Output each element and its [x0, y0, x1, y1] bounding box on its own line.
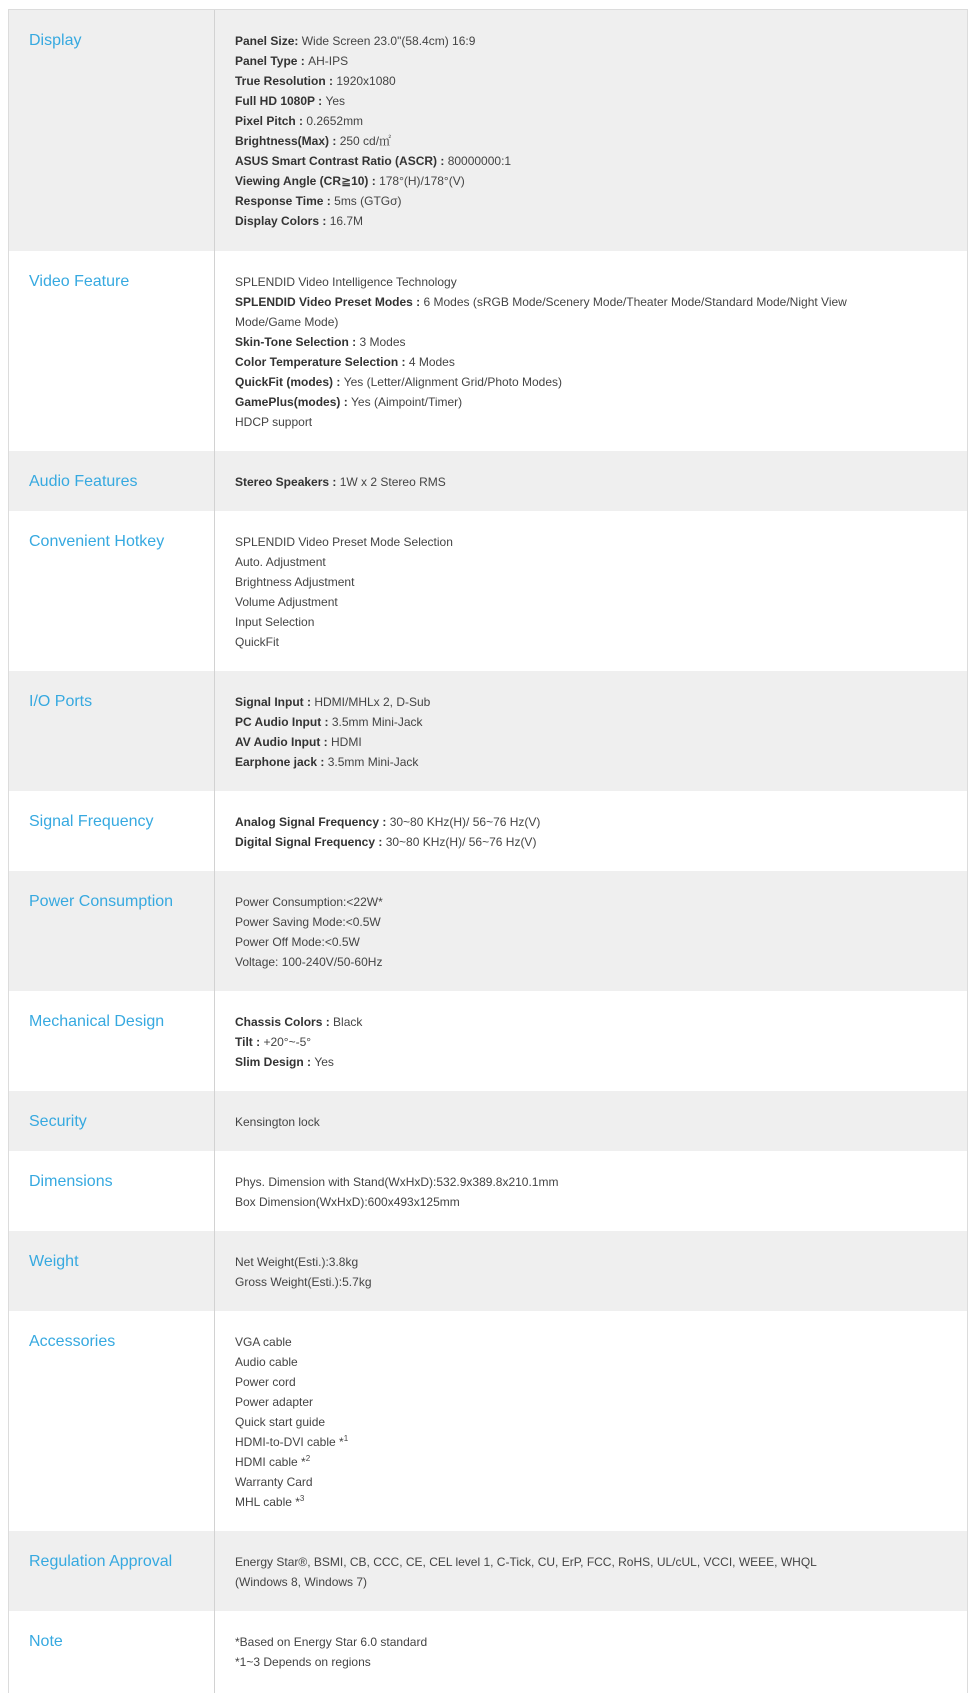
spec-row-mechanical-design — [9, 991, 967, 1091]
spec-value: Black — [333, 1015, 363, 1029]
spec-line — [235, 352, 857, 372]
spec-category-weight: Weight — [29, 1253, 79, 1270]
spec-value: 80000000:1 — [447, 154, 512, 168]
spec-line — [235, 1332, 857, 1352]
spec-value: Box Dimension(WxHxD):600x493x125mm — [235, 1195, 460, 1209]
spec-row-display — [9, 10, 967, 251]
spec-line — [235, 572, 857, 592]
spec-line — [235, 1112, 857, 1132]
spec-line — [235, 472, 857, 492]
spec-value: HDMI cable * — [235, 1455, 306, 1469]
spec-value: Energy Star®, BSMI, CB, CCC, CE, CEL level 1, C-Tick, CU, ErP, FCC, RoHS, UL/cUL, VCCI, WEEE, WHQL (Windows 8, Windows 7) — [235, 1555, 817, 1589]
spec-label: Slim Design : — [235, 1055, 315, 1069]
footnote-marker: 2 — [305, 1454, 311, 1463]
spec-values-io-ports — [235, 692, 857, 772]
spec-value: 4 Modes — [408, 355, 455, 369]
spec-label: Brightness(Max) : — [235, 134, 340, 148]
spec-value: VGA cable — [235, 1335, 292, 1349]
spec-line — [235, 372, 857, 392]
spec-label: GamePlus(modes) : — [235, 395, 352, 409]
spec-line — [235, 51, 857, 71]
spec-line — [235, 412, 857, 432]
spec-line — [235, 1452, 857, 1472]
spec-label: Panel Type : — [235, 54, 309, 68]
column-divider — [214, 511, 215, 671]
spec-line — [235, 932, 857, 952]
spec-row-accessories — [9, 1311, 967, 1531]
spec-value: Wide Screen 23.0"(58.4cm) 16:9 — [301, 34, 476, 48]
spec-line — [235, 712, 857, 732]
spec-line — [235, 1272, 857, 1292]
spec-line — [235, 1632, 857, 1652]
spec-value: Yes (Letter/Alignment Grid/Photo Modes) — [343, 375, 563, 389]
spec-line — [235, 1352, 857, 1372]
spec-line — [235, 111, 857, 131]
spec-label: Viewing Angle (CR≧10) : — [235, 174, 380, 188]
spec-row-power-consumption — [9, 871, 967, 991]
spec-value: Power Off Mode:<0.5W — [235, 935, 360, 949]
spec-line — [235, 31, 857, 51]
spec-label: ASUS Smart Contrast Ratio (ASCR) : — [235, 154, 448, 168]
spec-label: PC Audio Input : — [235, 715, 332, 729]
spec-line — [235, 1372, 857, 1392]
spec-values-mechanical-design — [235, 1012, 857, 1072]
spec-line — [235, 131, 857, 151]
spec-label: Stereo Speakers : — [235, 475, 340, 489]
spec-value: 250 cd/㎡ — [339, 134, 392, 148]
spec-values-convenient-hotkey — [235, 532, 857, 652]
spec-category-audio-features: Audio Features — [29, 473, 138, 490]
spec-line — [235, 752, 857, 772]
spec-category-io-ports: I/O Ports — [29, 693, 93, 710]
spec-row-dimensions — [9, 1151, 967, 1231]
spec-label: Earphone jack : — [235, 755, 328, 769]
spec-category-video-feature: Video Feature — [29, 273, 130, 290]
spec-line — [235, 211, 857, 231]
spec-value: Voltage: 100-240V/50-60Hz — [235, 955, 383, 969]
spec-line — [235, 892, 857, 912]
spec-category-dimensions: Dimensions — [29, 1173, 113, 1190]
spec-line — [235, 1252, 857, 1272]
spec-line — [235, 1032, 857, 1052]
spec-line — [235, 1052, 857, 1072]
spec-row-weight — [9, 1231, 967, 1311]
spec-line — [235, 1012, 857, 1032]
spec-value: SPLENDID Video Intelligence Technology — [235, 275, 457, 289]
spec-value: 178°(H)/178°(V) — [379, 174, 465, 188]
spec-value: Gross Weight(Esti.):5.7kg — [235, 1275, 372, 1289]
spec-line — [235, 732, 857, 752]
spec-category-mechanical-design: Mechanical Design — [29, 1013, 165, 1030]
spec-label: Response Time : — [235, 194, 335, 208]
spec-values-signal-frequency — [235, 812, 857, 852]
spec-line — [235, 392, 857, 412]
spec-value: Net Weight(Esti.):3.8kg — [235, 1255, 359, 1269]
spec-values-dimensions — [235, 1172, 857, 1212]
spec-line — [235, 332, 857, 352]
spec-line — [235, 692, 857, 712]
column-divider — [214, 1091, 215, 1151]
spec-category-security: Security — [29, 1113, 87, 1130]
spec-row-audio-features — [9, 451, 967, 511]
spec-values-display — [235, 31, 857, 231]
spec-label: Display Colors : — [235, 214, 330, 228]
spec-line — [235, 1432, 857, 1452]
spec-value: Quick start guide — [235, 1415, 326, 1429]
spec-value: 16.7M — [329, 214, 364, 228]
spec-line — [235, 151, 857, 171]
spec-value: 30~80 KHz(H)/ 56~76 Hz(V) — [389, 815, 541, 829]
spec-value: HDMI-to-DVI cable * — [235, 1435, 344, 1449]
column-divider — [214, 1611, 215, 1693]
spec-row-note — [9, 1611, 967, 1693]
spec-values-regulation-approval — [235, 1552, 857, 1592]
spec-value: Auto. Adjustment — [235, 555, 326, 569]
spec-line — [235, 292, 857, 332]
spec-line — [235, 1192, 857, 1212]
spec-value: Power Consumption:<22W* — [235, 895, 383, 909]
spec-values-note — [235, 1632, 857, 1672]
spec-value: Warranty Card — [235, 1475, 313, 1489]
spec-line — [235, 912, 857, 932]
spec-value: AH-IPS — [308, 54, 349, 68]
spec-value: 1920x1080 — [336, 74, 396, 88]
spec-category-convenient-hotkey: Convenient Hotkey — [29, 533, 165, 550]
spec-line — [235, 272, 857, 292]
spec-value: +20°~-5° — [263, 1035, 312, 1049]
spec-value: Power Saving Mode:<0.5W — [235, 915, 381, 929]
spec-value: Yes — [314, 1055, 334, 1069]
spec-label: Signal Input : — [235, 695, 315, 709]
spec-value: QuickFit — [235, 635, 280, 649]
spec-category-accessories: Accessories — [29, 1333, 116, 1350]
spec-value: Power cord — [235, 1375, 296, 1389]
spec-value: 5ms (GTGσ) — [334, 194, 402, 208]
spec-line — [235, 171, 857, 191]
spec-line — [235, 552, 857, 572]
spec-label: Full HD 1080P : — [235, 94, 326, 108]
spec-category-regulation-approval: Regulation Approval — [29, 1553, 173, 1570]
footnote-marker: 1 — [343, 1434, 349, 1443]
spec-values-audio-features — [235, 472, 857, 492]
spec-line — [235, 812, 857, 832]
column-divider — [214, 791, 215, 871]
spec-line — [235, 832, 857, 852]
column-divider — [214, 671, 215, 791]
column-divider — [214, 251, 215, 451]
column-divider — [214, 451, 215, 511]
spec-value: HDMI/MHLx 2, D-Sub — [314, 695, 431, 709]
spec-values-accessories — [235, 1332, 857, 1512]
spec-line — [235, 612, 857, 632]
spec-category-note: Note — [29, 1633, 63, 1650]
spec-value: SPLENDID Video Preset Mode Selection — [235, 535, 453, 549]
spec-label: Digital Signal Frequency : — [235, 835, 386, 849]
spec-line — [235, 1552, 857, 1592]
footnote-marker: 3 — [299, 1494, 305, 1503]
spec-value: Kensington lock — [235, 1115, 320, 1129]
spec-label: SPLENDID Video Preset Modes : — [235, 295, 424, 309]
spec-value: Yes (Aimpoint/Timer) — [351, 395, 463, 409]
spec-line — [235, 1492, 857, 1512]
spec-line — [235, 1472, 857, 1492]
spec-line — [235, 1172, 857, 1192]
spec-value: Power adapter — [235, 1395, 314, 1409]
spec-value: MHL cable * — [235, 1495, 300, 1509]
spec-table — [8, 9, 968, 1693]
spec-values-security — [235, 1112, 857, 1132]
spec-value: Brightness Adjustment — [235, 575, 355, 589]
column-divider — [214, 1231, 215, 1311]
spec-category-power-consumption: Power Consumption — [29, 893, 174, 910]
spec-value: Phys. Dimension with Stand(WxHxD):532.9x389.8x210.1mm — [235, 1175, 559, 1189]
spec-row-signal-frequency — [9, 791, 967, 871]
spec-value: 3 Modes — [359, 335, 406, 349]
spec-value: *Based on Energy Star 6.0 standard — [235, 1635, 428, 1649]
spec-value: 30~80 KHz(H)/ 56~76 Hz(V) — [385, 835, 537, 849]
spec-value: 6 Modes (sRGB Mode/Scenery Mode/Theater Mode/Standard Mode/Night View Mode/Game Mode) — [235, 295, 847, 329]
spec-line — [235, 191, 857, 211]
spec-value: Volume Adjustment — [235, 595, 338, 609]
spec-label: Pixel Pitch : — [235, 114, 307, 128]
spec-line — [235, 632, 857, 652]
spec-row-io-ports — [9, 671, 967, 791]
spec-label: Color Temperature Selection : — [235, 355, 409, 369]
spec-values-weight — [235, 1252, 857, 1292]
column-divider — [214, 1311, 215, 1531]
spec-value: HDCP support — [235, 415, 313, 429]
spec-line — [235, 91, 857, 111]
column-divider — [214, 1151, 215, 1231]
spec-line — [235, 1412, 857, 1432]
column-divider — [214, 871, 215, 991]
spec-category-signal-frequency: Signal Frequency — [29, 813, 154, 830]
spec-line — [235, 592, 857, 612]
spec-line — [235, 1652, 857, 1672]
spec-value: Yes — [325, 94, 346, 108]
spec-value: 3.5mm Mini-Jack — [327, 755, 419, 769]
spec-value: HDMI — [330, 735, 362, 749]
spec-row-video-feature — [9, 251, 967, 451]
spec-value: *1~3 Depends on regions — [235, 1655, 371, 1669]
column-divider — [214, 991, 215, 1091]
spec-label: Skin-Tone Selection : — [235, 335, 360, 349]
spec-label: QuickFit (modes) : — [235, 375, 344, 389]
spec-label: Analog Signal Frequency : — [235, 815, 390, 829]
spec-row-convenient-hotkey — [9, 511, 967, 671]
spec-line — [235, 71, 857, 91]
spec-line — [235, 532, 857, 552]
spec-values-video-feature — [235, 272, 857, 432]
spec-value: 1W x 2 Stereo RMS — [339, 475, 446, 489]
spec-label: Panel Size: — [235, 34, 302, 48]
spec-label: Tilt : — [235, 1035, 264, 1049]
spec-values-power-consumption — [235, 892, 857, 972]
column-divider — [214, 1531, 215, 1611]
spec-category-display: Display — [29, 32, 82, 49]
spec-line — [235, 1392, 857, 1412]
spec-value: Audio cable — [235, 1355, 298, 1369]
spec-value: 3.5mm Mini-Jack — [331, 715, 423, 729]
spec-label: Chassis Colors : — [235, 1015, 334, 1029]
column-divider — [214, 10, 215, 251]
spec-label: AV Audio Input : — [235, 735, 331, 749]
spec-row-regulation-approval — [9, 1531, 967, 1611]
spec-value: 0.2652mm — [306, 114, 364, 128]
spec-row-security — [9, 1091, 967, 1151]
spec-label: True Resolution : — [235, 74, 337, 88]
spec-line — [235, 952, 857, 972]
spec-value: Input Selection — [235, 615, 315, 629]
